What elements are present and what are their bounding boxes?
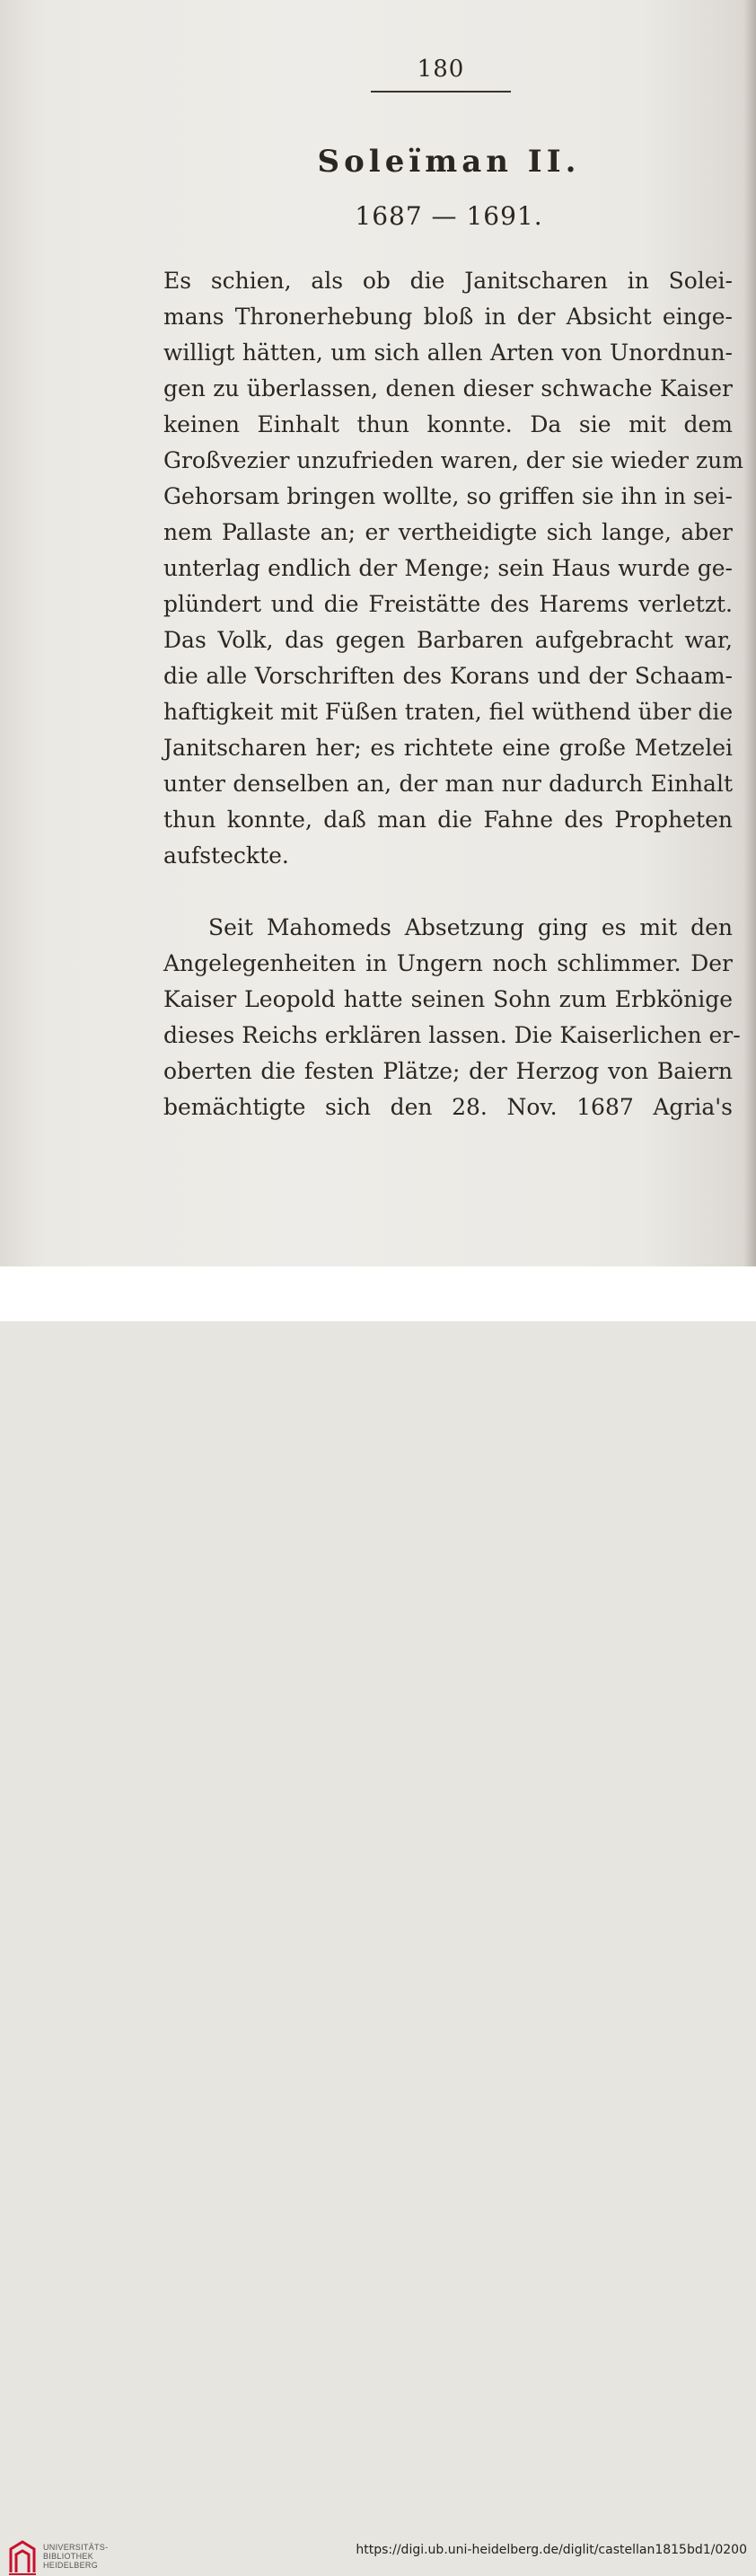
text-line: Das Volk, das gegen Barbaren aufgebracht war,: [163, 627, 733, 653]
text-line: Großvezier unzufrieden waren, der sie wieder zum: [163, 447, 743, 473]
text-line: Kaiser Leopold hatte seinen Sohn zum Erbkönige: [163, 986, 733, 1012]
text-line: Angelegenheiten in Ungern noch schlimmer. Der: [163, 950, 733, 976]
page-number: 180: [417, 56, 465, 83]
library-name[interactable]: [43, 2543, 108, 2570]
text-line: haftigkeit mit Füßen traten, fiel wüthend über die: [163, 699, 734, 725]
text-line: keinen Einhalt thun konnte. Da sie mit dem: [163, 411, 733, 437]
text-line: mans Thronerhebung bloß in der Absicht einge-: [163, 304, 733, 330]
text-line: oberten die festen Plätze; der Herzog von Baiern: [163, 1058, 733, 1084]
library-name-line: BIBLIOTHEK: [43, 2552, 94, 2561]
text-line: Gehorsam bringen wollte, so griffen sie ihn in sei-: [163, 483, 733, 509]
text-line: unterlag endlich der Menge; sein Haus wurde ge-: [163, 555, 733, 581]
library-name-line: HEIDELBERG: [43, 2561, 99, 2570]
scanned-page: [0, 0, 756, 1266]
text-line: thun konnte, daß man die Fahne des Propheten: [163, 807, 733, 833]
text-line: bemächtigte sich den 28. Nov. 1687 Agria's: [163, 1094, 733, 1120]
viewer-footer: [0, 1266, 756, 2570]
text-line: die alle Vorschriften des Korans und der Schaam-: [163, 663, 733, 689]
header-rule: [371, 91, 511, 93]
text-line: Janitscharen her; es richtete eine große Metzelei: [163, 735, 733, 761]
library-name-line: UNIVERSITÄTS-: [43, 2543, 109, 2552]
text-line: aufsteckte.: [163, 842, 289, 869]
text-line: nem Pallaste an; er vertheidigte sich lange, aber: [163, 519, 733, 545]
permalink-url[interactable]: https://digi.ub.uni-heidelberg.de/diglit/castellan1815bd1/0200: [356, 2543, 747, 2557]
text-line: gen zu überlassen, denen dieser schwache Kaiser: [163, 375, 733, 401]
chapter-title: Soleïman II.: [317, 144, 581, 180]
text-line: Seit Mahomeds Absetzung ging es mit den: [208, 914, 733, 940]
university-library-logo-icon[interactable]: [7, 2540, 38, 2576]
text-line: unter denselben an, der man nur dadurch Einhalt: [163, 771, 733, 797]
text-line: dieses Reichs erklären lassen. Die Kaiserlichen er-: [163, 1022, 741, 1048]
text-line: Es schien, als ob die Janitscharen in Solei-: [163, 268, 733, 294]
chapter-years: 1687 — 1691.: [355, 201, 543, 231]
text-line: plündert und die Freistätte des Harems verletzt.: [163, 591, 733, 617]
text-line: willigt hätten, um sich allen Arten von Unordnun-: [163, 340, 733, 366]
